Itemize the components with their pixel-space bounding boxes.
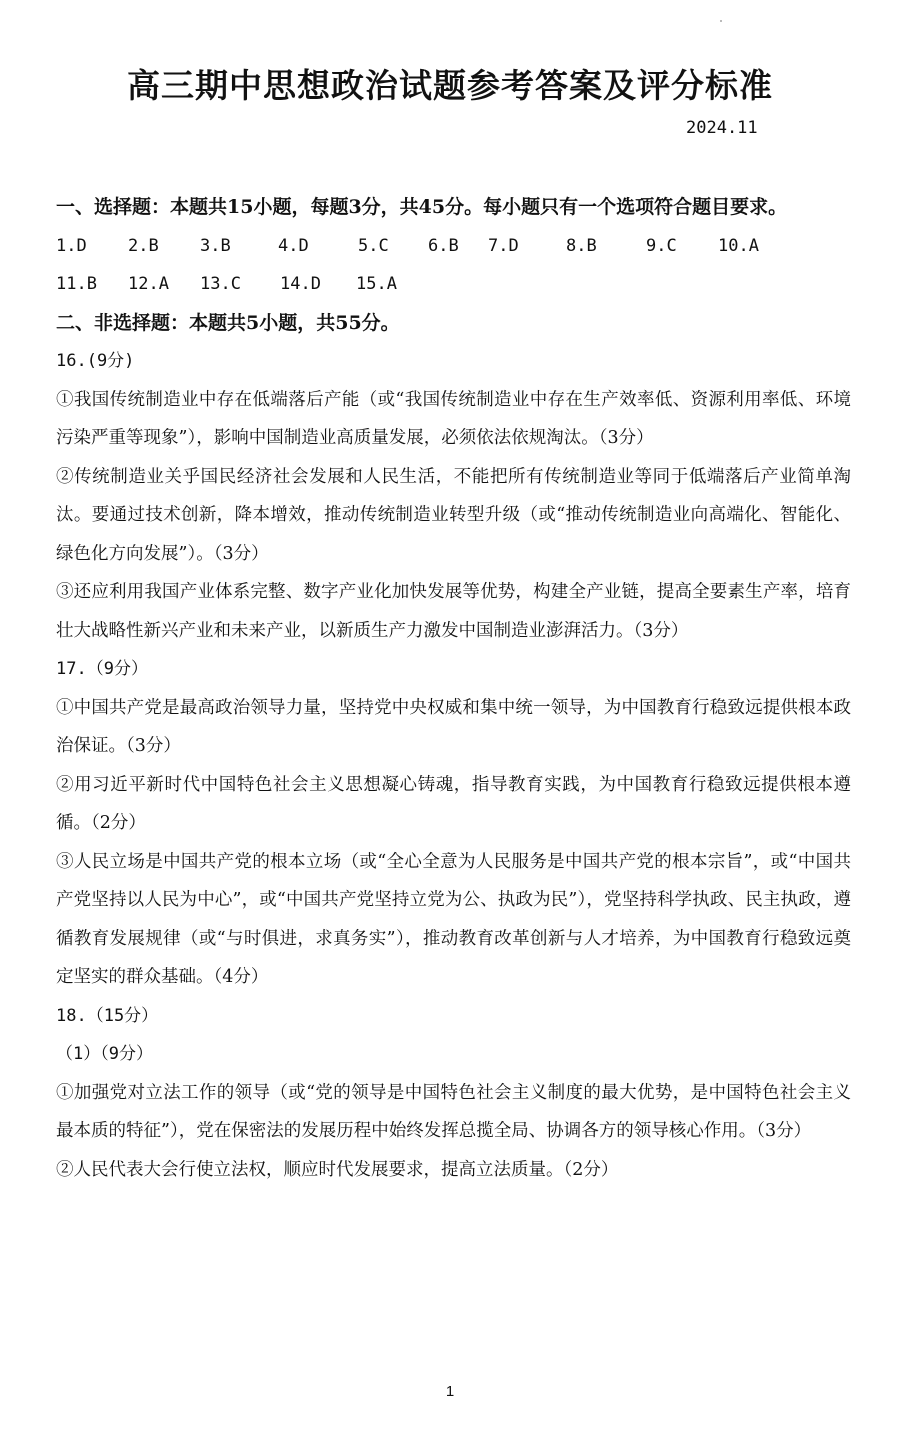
answer-item: 6.B <box>428 235 459 256</box>
answer-item: 8.B <box>566 235 597 256</box>
q17-point-1: ①中国共产党是最高政治领导力量，坚持党中央权威和集中统一领导，为中国教育行稳致远提供根本政治保证。（3分） <box>56 697 851 756</box>
page-number: 1 <box>445 1383 455 1400</box>
scan-speck <box>720 20 722 22</box>
answers-row-2 <box>56 265 851 304</box>
question-17-heading: 17.（9分） <box>56 659 148 679</box>
question-18-heading: 18.（15分） <box>56 1005 159 1026</box>
q16-point-2: ②传统制造业关乎国民经济社会发展和人民生活，不能把所有传统制造业等同于低端落后产业简单淘汰。要通过技术创新，降本增效，推动传统制造业转型升级（或“推动传统制造业向高端化、智能化、绿色化方向发展”）。（3分） <box>56 466 851 564</box>
answer-item: 1.D <box>56 235 87 256</box>
answer-item: 13.C <box>200 274 241 294</box>
q17-point-3: ③人民立场是中国共产党的根本立场（或“全心全意为人民服务是中国共产党的根本宗旨”，或“中国共产党坚持以人民为中心”，或“中国共产党坚持立党为公、执政为民”），党坚持科学执政、民主执政，遵循教育发展规律（或“与时俱进，求真务实”），推动教育改革创新与人才培养，为中国教育行稳致远奠定坚实的群众基础。（4分） <box>56 851 851 987</box>
answer-item: 2.B <box>128 235 159 256</box>
answer-item: 14.D <box>280 274 321 294</box>
answer-item: 12.A <box>128 274 169 294</box>
question-18-sub1-heading: （1）（9分） <box>56 1044 153 1064</box>
section1-heading: 一、选择题：本题共15小题，每题3分，共45分。每小题只有一个选项符合题目要求。 <box>56 196 788 218</box>
answer-item: 15.A <box>356 274 397 294</box>
answer-item: 5.C <box>358 235 389 256</box>
q18-point-1: ①加强党对立法工作的领导（或“党的领导是中国特色社会主义制度的最大优势，是中国特色社会主义最本质的特征”），党在保密法的发展历程中始终发挥总揽全局、协调各方的领导核心作用。（3分） <box>56 1082 851 1141</box>
document-date: 2024.11 <box>686 118 758 138</box>
answer-item: 4.D <box>278 235 309 256</box>
question-16-heading: 16.(9分) <box>56 351 135 371</box>
document-title: 高三期中思想政治试题参考答案及评分标准 <box>127 66 773 105</box>
answer-item: 7.D <box>488 235 519 256</box>
answer-item: 3.B <box>200 235 231 256</box>
q16-point-1: ①我国传统制造业中存在低端落后产能（或“我国传统制造业中存在生产效率低、资源利用率低、环境污染严重等现象”），影响中国制造业高质量发展，必须依法依规淘汰。（3分） <box>56 389 851 448</box>
document-body <box>56 188 851 1189</box>
answer-item: 9.C <box>646 235 677 256</box>
answer-item: 11.B <box>56 274 97 294</box>
q16-point-3: ③还应利用我国产业体系完整、数字产业化加快发展等优势，构建全产业链，提高全要素生产率，培育壮大战略性新兴产业和未来产业，以新质生产力激发中国制造业澎湃活力。（3分） <box>56 582 851 641</box>
answer-item: 10.A <box>718 235 759 256</box>
q18-point-2: ②人民代表大会行使立法权，顺应时代发展要求，提高立法质量。（2分） <box>56 1159 619 1180</box>
section2-heading: 二、非选择题：本题共5小题，共55分。 <box>56 311 400 334</box>
q17-point-2: ②用习近平新时代中国特色社会主义思想凝心铸魂，指导教育实践，为中国教育行稳致远提供根本遵循。（2分） <box>56 774 851 833</box>
answers-row-1 <box>56 227 851 266</box>
